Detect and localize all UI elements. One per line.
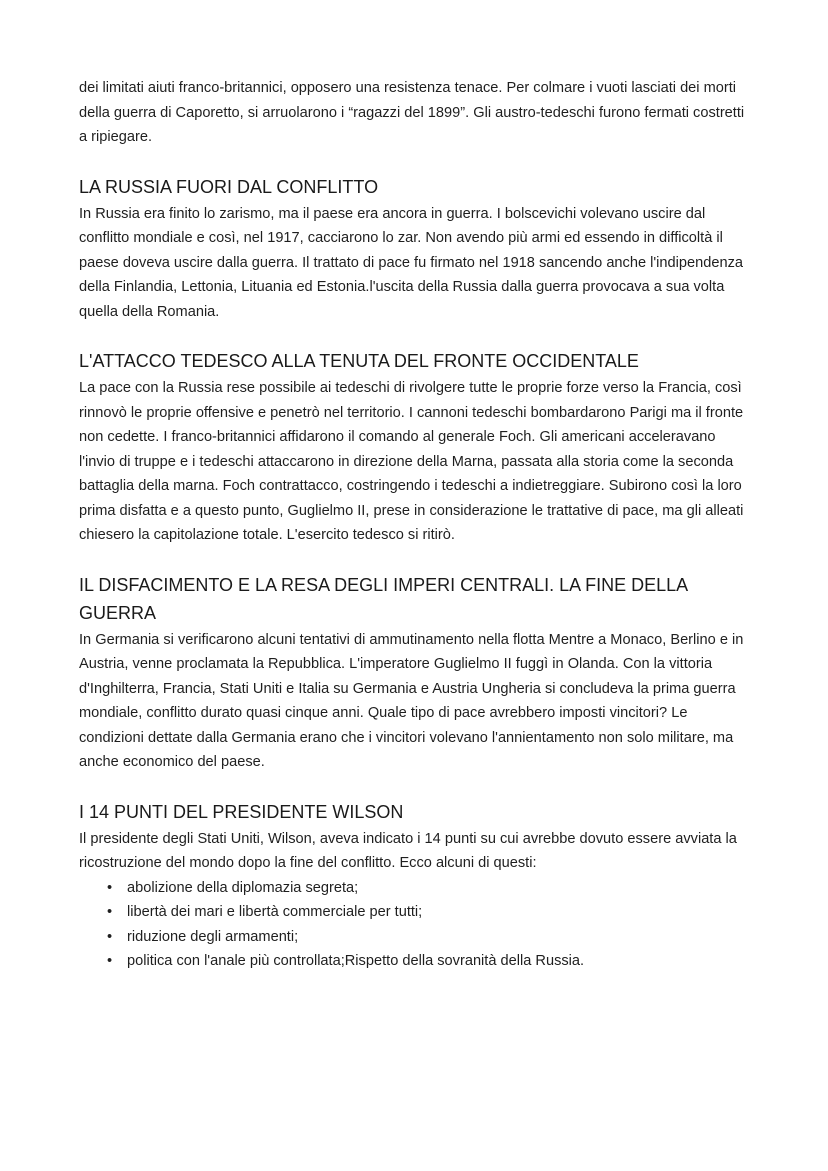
section-russia [79, 173, 751, 325]
bullet-icon: • [107, 953, 113, 969]
list-item [79, 949, 751, 974]
bullet-icon: • [107, 879, 113, 896]
section-body: La pace con la Russia rese possibile ai tedeschi di rivolgere tutte le proprie forze verso la Francia, così rinnovò le proprie offensive e penetrò nel territorio. I cannoni tedeschi bombardarono Parigi ma il fronte non cedette. I franco-britannici affidarono il comando al generale Foch. Gli americani acceleravano l'invio di truppe e i tedeschi attaccarono in direzione della Marna, passata alla storia come la seconda battaglia della marna. Foch contrattacco, costringendo i tedeschi a indietreggiare. Subirono così la loro prima disfatta e a questo punto, Guglielmo II, prese in considerazione le trattative di pace, ma gli alleati chiesero la capitolazione totale. L'esercito tedesco si ritirò. [79, 380, 744, 543]
list-item-text: riduzione degli armamenti; [127, 928, 299, 945]
list-item-text: politica con l'anale più controllata;Rispetto della sovranità della Russia. [127, 953, 585, 969]
section-heading: LA RUSSIA FUORI DAL CONFLITTO [79, 176, 379, 197]
list-item-text: abolizione della diplomazia segreta; [127, 879, 359, 896]
list-item [79, 900, 751, 925]
section-body: In Germania si verificarono alcuni tentativi di ammutinamento nella flotta Mentre a Monaco, Berlino e in Austria, venne proclamata la Repubblica. L'imperatore Guglielmo II fuggì in Olanda. Con la vittoria d'Inghilterra, Francia, Stati Uniti e Italia su Germania e Austria Ungheria si concludeva la prima guerra mondiale, conflitto durato quasi cinque anni. Quale tipo di pace avrebbero imposti vincitori? Le condizioni dettate dalla Germania erano che i vincitori volevano l'annientamento non solo militare, ma anche economico del paese. [79, 631, 744, 770]
section-german-attack [79, 347, 751, 548]
section-body: In Russia era finito lo zarismo, ma il paese era ancora in guerra. I bolscevichi volevano uscire dal conflitto mondiale e così, nel 1917, cacciarono lo zar. Non avendo più armi ed essendo in difficoltà il paese doveva uscire dalla guerra. Il trattato di pace fu firmato nel 1918 sancendo anche l'indipendenza della Finlandia, Lettonia, Lituania ed Estonia.l'uscita della Russia dalla guerra provocava a sua volta quella della Romania. [79, 205, 743, 320]
section-heading: IL DISFACIMENTO E LA RESA DEGLI IMPERI CENTRALI. LA FINE DELLA GUERRA [79, 574, 688, 623]
intro-paragraph: dei limitati aiuti franco-britannici, opposero una resistenza tenace. Per colmare i vuoti lasciati dei morti della guerra di Caporetto, si arruolarono i “ragazzi del 1899”. Gli austro-tedeschi furono fermati costretti a ripiegare. [79, 80, 745, 145]
section-wilson-points [79, 798, 751, 974]
section-heading: I 14 PUNTI DEL PRESIDENTE WILSON [79, 801, 404, 822]
bullet-icon: • [107, 928, 113, 945]
list-item [79, 876, 751, 901]
section-body: Il presidente degli Stati Uniti, Wilson, aveva indicato i 14 punti su cui avrebbe dovuto essere avviata la ricostruzione del mondo dopo la fine del conflitto. Ecco alcuni di questi: [79, 830, 737, 871]
section-end-of-war [79, 571, 751, 775]
list-item-text: libertà dei mari e libertà commerciale per tutti; [127, 904, 423, 920]
section-heading: L'ATTACCO TEDESCO ALLA TENUTA DEL FRONTE OCCIDENTALE [79, 351, 639, 371]
bullet-icon: • [107, 904, 113, 920]
wilson-points-list [79, 876, 751, 974]
document-page [79, 76, 751, 974]
list-item [79, 925, 751, 950]
